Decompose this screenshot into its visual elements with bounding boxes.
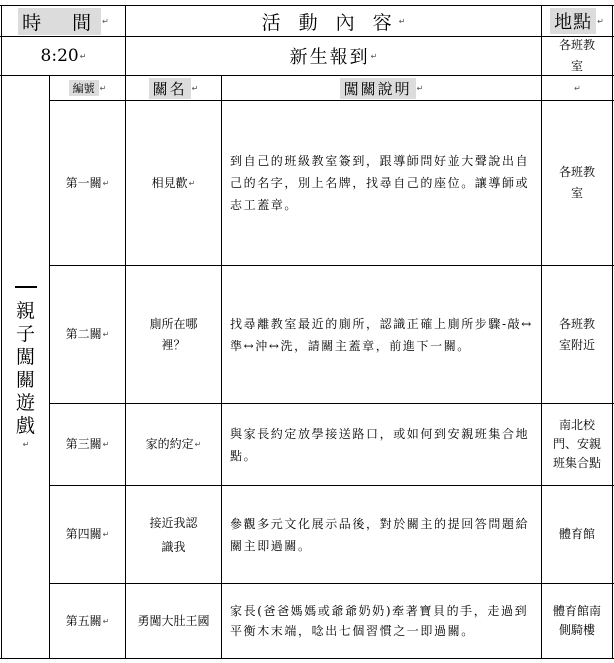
- level-name-cell: [126, 486, 221, 583]
- level-name-cell: 相見歡 ↵: [126, 101, 221, 265]
- level-number-cell: 第一關 ↵: [50, 101, 125, 265]
- header-place: 地點: [550, 8, 596, 34]
- level-number-cell: 第五關 ↵: [50, 584, 125, 658]
- level-name: 家的約定: [145, 437, 194, 451]
- level-description-cell: [222, 266, 541, 403]
- column-description-cell: 闖關說明 ↵: [222, 76, 541, 100]
- header-activity: 活 動 內 容: [261, 11, 398, 34]
- game-title-cell: 親子闖關遊戲 ↵: [2, 76, 49, 658]
- level-description-cell: [222, 486, 541, 583]
- level-number-cell: 第四關 ↵: [50, 486, 125, 583]
- level-name: 相見歡: [151, 175, 188, 190]
- level-description: 家長(爸爸媽媽或爺爺奶奶)牽著寶貝的手，走過到平衡木末端，唸出七個習慣之一即過關。: [230, 604, 529, 638]
- level-description-cell: [222, 584, 541, 658]
- level-description: 與家長約定放學接送路口，或如何到安親班集合地點。: [230, 426, 530, 463]
- level-description-cell: [222, 404, 541, 485]
- level-place-cell: [542, 584, 612, 658]
- level-description: 參觀多元文化展示品後，對於關主的提回答問題給關主即過關。: [230, 516, 530, 553]
- column-number: 編號: [69, 80, 99, 96]
- level-description: 找尋離教室最近的廁所，認識正確上廁所步驟-敲↔準↔沖↔洗，請關主蓋章，前進下一關。: [230, 316, 533, 353]
- column-place-cell: ↵: [574, 83, 581, 93]
- column-name-cell: 關名 ↵: [126, 76, 221, 100]
- column-description: 闖關說明: [340, 78, 416, 99]
- header-place-cell: 地點 ↵: [542, 6, 612, 36]
- level-place: 各班教室附近: [558, 316, 595, 352]
- level-number: 第三關: [65, 437, 102, 451]
- level-number: 第一關: [65, 175, 102, 190]
- checkin-place: 各班教室: [558, 38, 595, 73]
- header-time-cell: 時 間 ↵: [2, 6, 125, 36]
- level-place: 各班教室: [558, 165, 595, 200]
- game-title: 親子闖關遊戲: [15, 299, 35, 437]
- checkin-activity-cell: 新生報到 ↵: [126, 37, 541, 75]
- level-name: 接近我認識我: [149, 515, 198, 554]
- header-activity-cell: 活 動 內 容 ↵: [126, 6, 541, 36]
- title-dash: [15, 286, 37, 288]
- level-number: 第四關: [65, 527, 102, 541]
- checkin-time-cell: 8:20 ↵: [40, 46, 87, 66]
- level-number: 第五關: [65, 613, 102, 628]
- checkin-activity: 新生報到: [289, 47, 370, 68]
- column-name: 關名: [149, 78, 191, 99]
- level-description-cell: [222, 101, 541, 265]
- level-place-cell: [542, 486, 612, 583]
- header-time: 時 間: [18, 8, 101, 35]
- level-place: 體育館: [558, 527, 595, 541]
- level-number-cell: 第三關 ↵: [50, 404, 125, 485]
- border-right: [612, 5, 613, 659]
- level-name-cell: [126, 266, 221, 403]
- level-number-cell: 第二關 ↵: [50, 266, 125, 403]
- level-number: 第二關: [65, 327, 102, 341]
- level-name: 廁所在哪裡？: [149, 316, 198, 352]
- level-place-cell: [542, 404, 612, 485]
- checkin-place-cell: [542, 37, 612, 75]
- checkin-time: 8:20: [40, 46, 79, 66]
- level-name-cell: 家的約定 ↵: [126, 404, 221, 485]
- level-name-cell: [126, 584, 221, 658]
- level-description: 到自己的班級教室簽到，跟導師問好並大聲說出自己的名字，別上名牌，找尋自己的座位。讓導師或志工蓋章。: [230, 154, 530, 212]
- level-place-cell: [542, 101, 612, 265]
- level-place-cell: [542, 266, 612, 403]
- column-number-cell: 編號 ↵: [50, 76, 125, 100]
- level-place: 體育館南側騎樓: [552, 604, 601, 637]
- border-bottom: [0, 658, 614, 659]
- level-name: 勇闖大肚王國: [137, 613, 210, 628]
- level-place: 南北校門、安親班集合點: [552, 418, 601, 470]
